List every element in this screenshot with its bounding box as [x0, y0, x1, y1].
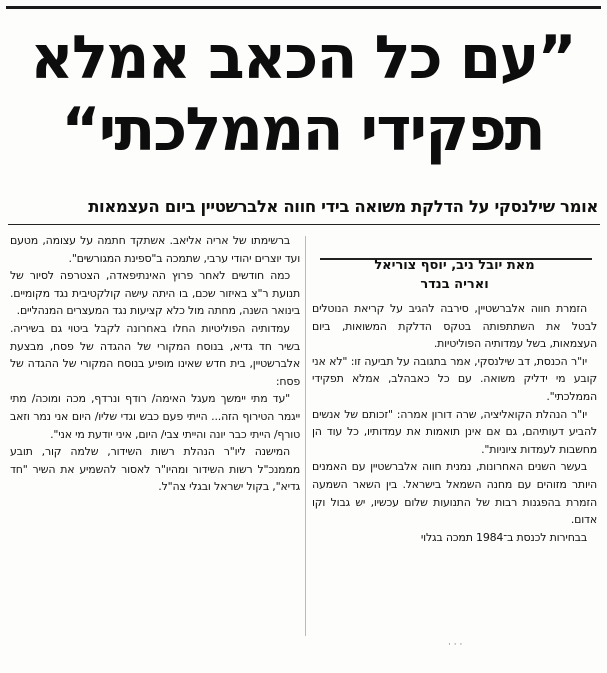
byline-line-1: מאת יובל ניב, יוסף צוריאל — [374, 258, 535, 273]
headline — [10, 22, 595, 166]
subheading: אומר שילנסקי על הדלקת משואה בידי חווה אלברשטיין ביום העצמאות — [88, 197, 598, 216]
print-specks: · · · — [448, 640, 463, 650]
byline-line-2: ואריה בנדר — [420, 277, 489, 292]
paragraph: המישנה ליו"ר הנהלת רשות השידור, שלמה קור, תובע מממנכ"ל רשות השידור ומהיו"ר לאסור להשמיע את השיר "חד גדיא", בקול ישראל ובגלי צה"ל. — [10, 445, 300, 494]
paragraph: בבחירות לכנסת ב־1984 תמכה בגלוי — [420, 530, 587, 544]
paragraph: בעשר השנים האחרונות, נמנית חווה אלברשטיין עם האמנים היותר מזוהים עם מחנה השמאל בישראל. בין השאר השמעה הזמרת בהפגנות רבות של התנועות שלום עכשיו, יש גבול וקו אדום. — [312, 460, 597, 527]
paragraph: "עד מתי יימשך מעגל האימה/ רודף ונרדף, מכה ומוכה/ מתי ייגמר הטירוף הזה... הייתי פעם כבש וגדי שליו/ היום אני נמר וזאב טורף/ הייתי כבר יונה והייתי צבי/ היום, איני יודעת מי אני". — [10, 392, 300, 441]
headline-line-2: תפקידי הממלכתי“ — [61, 95, 544, 165]
paragraph: ברשימתו של אריה אליאב. אשתקד חתמה על עצומה, מטעם ועד יוצרים יהודי ערבי, שתמכה ב"ספינת המגורשים". — [10, 234, 300, 265]
paragraph: עמדותיה הפוליטיות החלו באחרונה לקבל ביטוי גם בשיריה. בשיר חד גדיא, בנוסח המקורי של ההגדה של פסח, מבצעת אלברשטיין, בית חדש שאינו מופיע בנוסח המקורי של ההגדה של פסח: — [10, 321, 300, 388]
paragraph: יו"ר הכנסת, דב שילנסקי, אמר בתגובה על תביעה זו: "לא אני קובע מי ידליק משואה. עם כל כאבהלב, אמלא תפקידי הממלכתי". — [312, 354, 597, 403]
headline-line-1: ”עם כל הכאב אמלא — [30, 23, 575, 93]
byline — [312, 256, 597, 294]
article-column-right — [312, 300, 597, 620]
paragraph: כמה חודשים לאחר פרוץ האינתיפאדה, הצטרפה לסיור של תנועת ר"צ באיזור שכם, בו היתה עישה קולקטיבית נגד מקומיים. בינואר השנה, מחתה מול כלא קציעות נגד המעצרים המנהליים. — [10, 269, 300, 318]
subheading-rule — [8, 224, 600, 225]
column-divider — [305, 236, 306, 636]
paragraph: יו"ר הנהלת הקואליציה, שרה דורון אמרה: "זכותם של אנשים להביע דעותיהם, גם אם אינן תואמות את עמדותיו, כל עוד הן מחשבות לעמדות ציוניות". — [312, 407, 597, 456]
top-border-rule — [6, 6, 601, 15]
paragraph: הזמרת חווה אלברשטיין, סירבה להגיב על קריאת הנוטלים לבטל את השתתפותה בטקס הדלקת המשואות, ביום העצמאות, בשל עמדותיה הפוליטיות. — [312, 302, 597, 351]
article-column-left — [10, 232, 300, 652]
